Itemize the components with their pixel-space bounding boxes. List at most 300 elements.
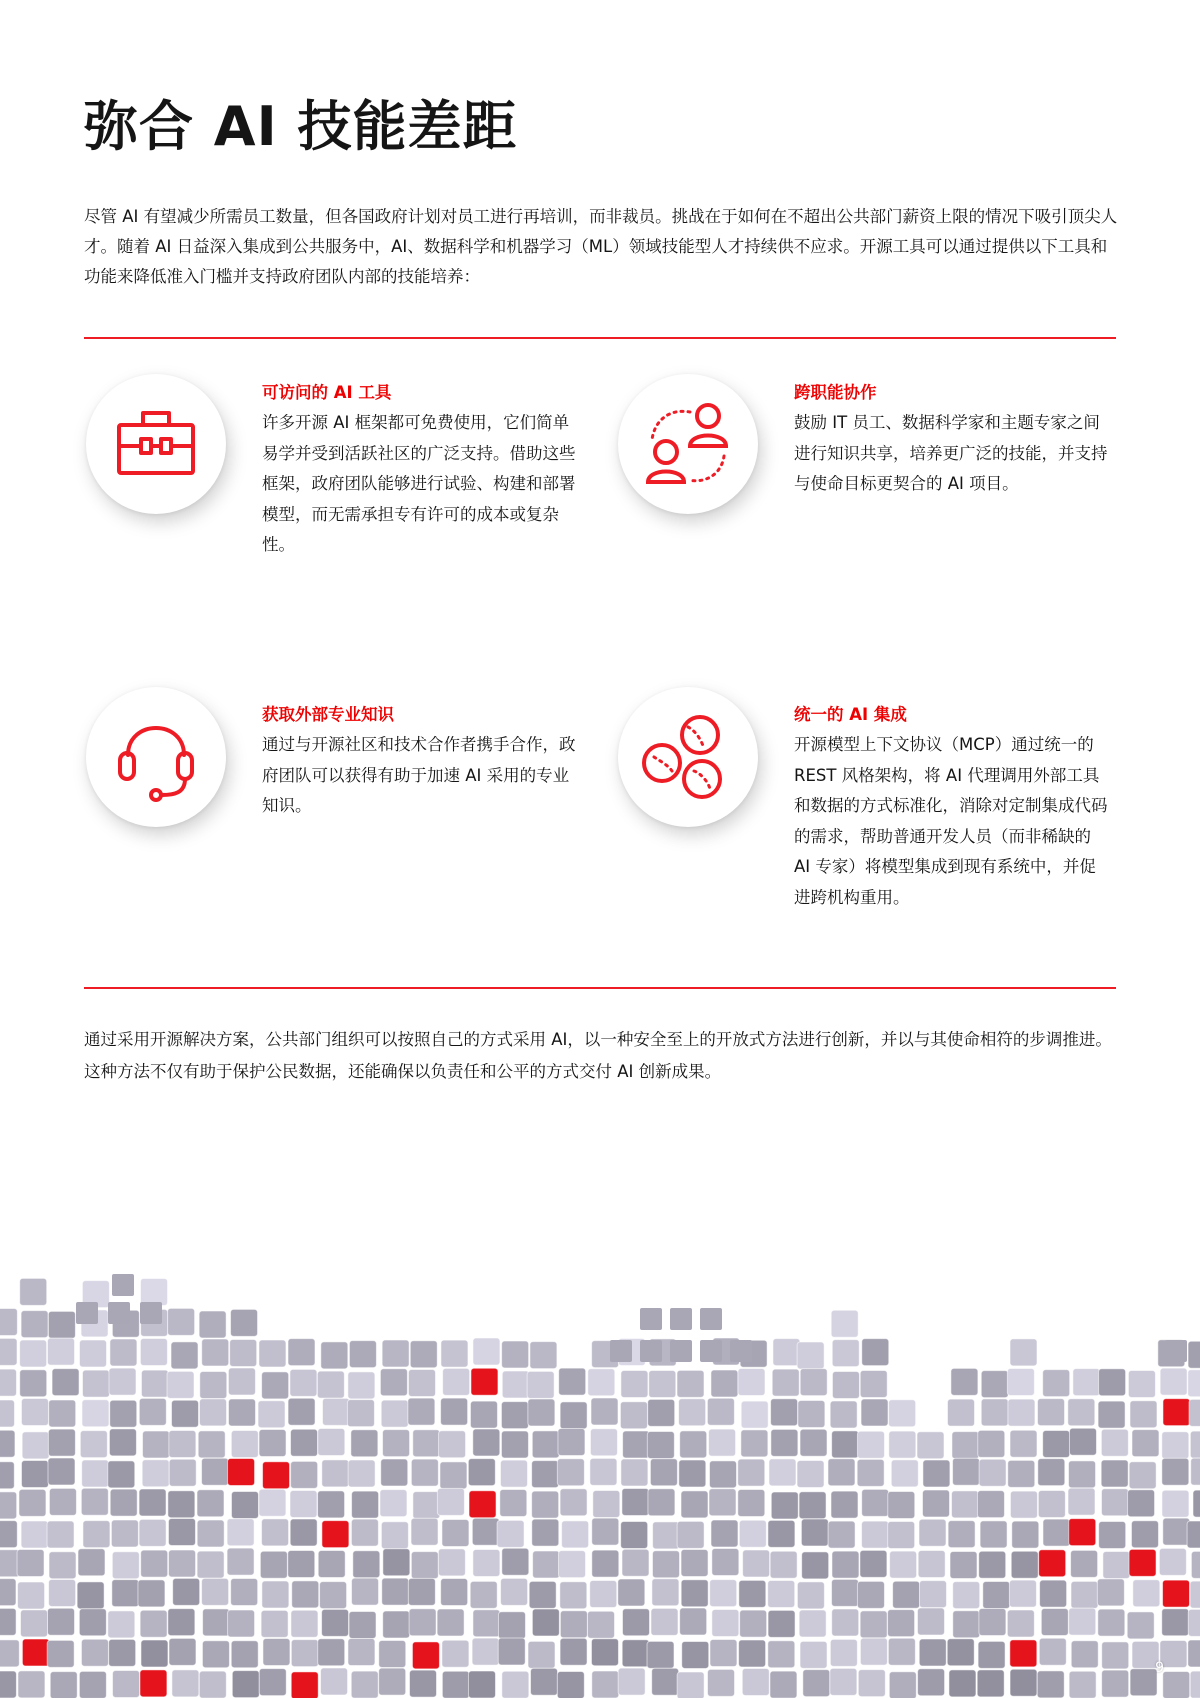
cube xyxy=(1068,1488,1095,1515)
cube xyxy=(648,1399,675,1426)
cube xyxy=(78,1549,105,1576)
cube xyxy=(620,1402,647,1429)
cube xyxy=(109,1639,136,1666)
cube xyxy=(48,1458,75,1485)
cube xyxy=(832,1579,859,1606)
cube xyxy=(740,1610,767,1637)
cube xyxy=(232,1671,259,1698)
cube xyxy=(441,1398,468,1425)
cube xyxy=(707,1398,734,1425)
cube xyxy=(349,1611,376,1638)
cube xyxy=(291,1640,318,1667)
cube xyxy=(1127,1612,1154,1639)
cube xyxy=(1043,1519,1070,1546)
cube xyxy=(143,1431,170,1458)
cube xyxy=(803,1670,830,1697)
cube xyxy=(168,1518,195,1545)
cube xyxy=(1039,1638,1066,1665)
cube xyxy=(441,1579,468,1606)
cube xyxy=(380,1490,407,1517)
cube xyxy=(860,1550,887,1577)
cube xyxy=(227,1519,254,1546)
cube xyxy=(140,1338,167,1365)
cube xyxy=(1007,1368,1034,1395)
cube xyxy=(531,1668,558,1695)
cube xyxy=(76,1302,98,1324)
cube xyxy=(1098,1401,1125,1428)
cube xyxy=(227,1548,254,1575)
cube xyxy=(1188,1341,1200,1368)
cube xyxy=(799,1610,826,1637)
cube xyxy=(1131,1521,1158,1548)
cube xyxy=(923,1460,950,1487)
cube xyxy=(560,1489,587,1516)
cube xyxy=(413,1430,440,1457)
cube xyxy=(443,1368,470,1395)
cube xyxy=(1190,1431,1200,1458)
cube xyxy=(532,1461,559,1488)
cube xyxy=(652,1579,679,1606)
cube xyxy=(17,1549,44,1576)
cube xyxy=(770,1551,797,1578)
cube xyxy=(497,1520,524,1547)
cube xyxy=(18,1671,45,1698)
cube xyxy=(412,1642,439,1669)
cube xyxy=(889,1431,916,1458)
cube xyxy=(622,1549,649,1576)
cube xyxy=(981,1399,1008,1426)
cube xyxy=(139,1519,166,1546)
cube xyxy=(981,1371,1008,1398)
cube xyxy=(1163,1671,1190,1698)
cube xyxy=(1101,1429,1128,1456)
cube xyxy=(0,1430,15,1457)
cube xyxy=(498,1612,525,1639)
cube xyxy=(409,1609,436,1636)
cube xyxy=(621,1459,648,1486)
cube xyxy=(20,1370,47,1397)
cube xyxy=(228,1610,255,1637)
cube xyxy=(917,1432,944,1459)
cube xyxy=(77,1582,104,1609)
cube xyxy=(947,1639,974,1666)
cube xyxy=(831,1491,858,1518)
cube xyxy=(952,1432,979,1459)
cube xyxy=(200,1399,227,1426)
cube xyxy=(21,1461,48,1488)
cube xyxy=(710,1580,737,1607)
cube xyxy=(670,1340,692,1362)
cube xyxy=(52,1369,79,1396)
cube xyxy=(348,1372,375,1399)
cube xyxy=(168,1308,195,1335)
cube xyxy=(1162,1432,1189,1459)
cube xyxy=(1162,1458,1189,1485)
cube xyxy=(768,1610,795,1637)
cube xyxy=(1010,1339,1037,1366)
cube xyxy=(771,1399,798,1426)
cube xyxy=(140,1670,167,1697)
cube xyxy=(860,1611,887,1638)
cube xyxy=(469,1491,496,1518)
cube xyxy=(700,1340,722,1362)
cube xyxy=(593,1490,620,1517)
card-body: 开源模型上下文协议（MCP）通过统一的 REST 风格架构，将 AI 代理调用外部工具和数据的方式标准化，消除对定制集成代码的需求，帮助普通开发人员（而非稀缺的 AI 专家）将模型集成到现有系统中，并促进跨机构重用。 xyxy=(794,735,1108,907)
cube xyxy=(622,1488,649,1515)
cube xyxy=(49,1488,76,1515)
cube xyxy=(1163,1580,1190,1607)
cube xyxy=(1010,1640,1037,1667)
cube xyxy=(380,1369,407,1396)
cube xyxy=(1043,1370,1070,1397)
cube xyxy=(169,1638,196,1665)
cube xyxy=(1008,1460,1035,1487)
cube xyxy=(471,1368,498,1395)
cube xyxy=(888,1491,915,1518)
cube xyxy=(81,1639,108,1666)
cube xyxy=(769,1459,796,1486)
cube xyxy=(47,1521,74,1548)
cube xyxy=(351,1519,378,1546)
cube xyxy=(1102,1489,1129,1516)
cube xyxy=(111,1520,138,1547)
cube xyxy=(80,1431,107,1458)
cube xyxy=(262,1372,289,1399)
cube xyxy=(952,1491,979,1518)
cube xyxy=(1010,1491,1037,1518)
cube xyxy=(49,1400,76,1427)
cube xyxy=(112,1580,139,1607)
cube xyxy=(228,1399,255,1426)
cube xyxy=(1191,1551,1200,1578)
cube xyxy=(321,1668,348,1695)
cube xyxy=(473,1429,500,1456)
cube xyxy=(653,1522,680,1549)
cube xyxy=(742,1668,769,1695)
cube xyxy=(351,1671,378,1698)
cube xyxy=(649,1371,676,1398)
cube xyxy=(1071,1581,1098,1608)
cube xyxy=(0,1400,14,1427)
cube xyxy=(1012,1521,1039,1548)
cube xyxy=(442,1520,469,1547)
cube xyxy=(473,1338,500,1365)
cube xyxy=(263,1462,290,1489)
cube xyxy=(20,1278,47,1305)
cube xyxy=(21,1610,48,1637)
cube xyxy=(648,1489,675,1516)
cube xyxy=(1189,1399,1200,1426)
cube xyxy=(440,1462,467,1489)
cube xyxy=(1010,1430,1037,1457)
cube xyxy=(558,1428,585,1455)
cube xyxy=(437,1609,464,1636)
cube xyxy=(259,1669,286,1696)
cube xyxy=(741,1430,768,1457)
cube xyxy=(918,1551,945,1578)
card-title: 获取外部专业知识 xyxy=(262,705,394,724)
cube xyxy=(711,1520,738,1547)
cube xyxy=(0,1462,14,1489)
cube xyxy=(888,1610,915,1637)
cube xyxy=(532,1491,559,1518)
cube xyxy=(1069,1608,1096,1635)
cube xyxy=(48,1311,75,1338)
cube xyxy=(410,1341,437,1368)
cube xyxy=(1162,1609,1189,1636)
cube xyxy=(439,1431,466,1458)
cube xyxy=(647,1641,674,1668)
cube xyxy=(0,1671,16,1698)
cube xyxy=(49,1579,76,1606)
cube xyxy=(828,1459,855,1486)
cube xyxy=(797,1342,824,1369)
cube xyxy=(771,1492,798,1519)
cube xyxy=(647,1432,674,1459)
cube xyxy=(712,1549,739,1576)
cube xyxy=(533,1551,560,1578)
cube xyxy=(1129,1549,1156,1576)
cube xyxy=(679,1399,706,1426)
cube xyxy=(322,1609,349,1636)
cube xyxy=(1011,1551,1038,1578)
cube xyxy=(1128,1370,1155,1397)
cube xyxy=(622,1640,649,1667)
cube xyxy=(1069,1428,1096,1455)
cube xyxy=(228,1459,255,1486)
cube xyxy=(501,1431,528,1458)
cube xyxy=(677,1672,704,1698)
cube xyxy=(290,1519,317,1546)
cube xyxy=(437,1488,464,1515)
cube xyxy=(1188,1640,1200,1667)
cube xyxy=(712,1609,739,1636)
cube xyxy=(891,1460,918,1487)
cube xyxy=(1040,1580,1067,1607)
cube xyxy=(262,1519,289,1546)
cube xyxy=(228,1368,255,1395)
cube xyxy=(1163,1518,1190,1545)
cube xyxy=(771,1429,798,1456)
cube xyxy=(349,1341,376,1368)
cube xyxy=(353,1551,380,1578)
cube xyxy=(501,1402,528,1429)
cube xyxy=(141,1640,168,1667)
cube xyxy=(1041,1608,1068,1635)
cube xyxy=(532,1431,559,1458)
cube xyxy=(141,1370,168,1397)
cube xyxy=(949,1670,976,1697)
cube xyxy=(1099,1369,1126,1396)
cube xyxy=(381,1522,408,1549)
cube xyxy=(1010,1669,1037,1696)
cube xyxy=(709,1489,736,1516)
cube xyxy=(230,1340,257,1367)
cube xyxy=(709,1429,736,1456)
cube xyxy=(977,1670,1004,1697)
cube xyxy=(411,1552,438,1579)
cube xyxy=(741,1401,768,1428)
cube xyxy=(112,1552,139,1579)
cube xyxy=(498,1638,525,1665)
cube xyxy=(830,1639,857,1666)
cube xyxy=(108,1611,135,1638)
card-body: 鼓励 IT 员工、数据科学家和主题专家之间进行知识共享，培养更广泛的技能，并支持与使命目标更契合的 AI 项目。 xyxy=(794,413,1108,493)
cube xyxy=(980,1521,1007,1548)
headset-icon xyxy=(86,687,226,827)
cube xyxy=(739,1580,766,1607)
card-title: 跨职能协作 xyxy=(794,383,877,402)
cube xyxy=(1163,1399,1190,1426)
cube xyxy=(1130,1401,1157,1428)
cube xyxy=(383,1611,410,1638)
cube xyxy=(1191,1458,1200,1485)
cube xyxy=(110,1400,137,1427)
cube xyxy=(618,1668,645,1695)
cube xyxy=(592,1518,619,1545)
cube xyxy=(258,1401,285,1428)
cube xyxy=(560,1638,587,1665)
cube xyxy=(918,1669,945,1696)
cube xyxy=(559,1368,586,1395)
cube xyxy=(832,1340,859,1367)
cube xyxy=(322,1460,349,1487)
cube xyxy=(953,1458,980,1485)
cube xyxy=(502,1671,529,1698)
cube xyxy=(169,1550,196,1577)
cube xyxy=(738,1459,765,1486)
cube xyxy=(622,1609,649,1636)
closing-paragraph: 通过采用开源解决方案，公共部门组织可以按照自己的方式采用 AI，以一种安全至上的开放式方法进行创新，并以与其使命相符的步调推进。这种方法不仅有助于保护公民数据，还能确保以负责任和公平的方式交付 AI 创新成果。 xyxy=(84,1030,1112,1081)
cube xyxy=(473,1549,500,1576)
cube xyxy=(621,1370,648,1397)
cube xyxy=(501,1578,528,1605)
cube xyxy=(261,1610,288,1637)
cube xyxy=(560,1582,587,1609)
cube xyxy=(292,1581,319,1608)
cube xyxy=(768,1581,795,1608)
cube xyxy=(1101,1460,1128,1487)
cube xyxy=(652,1668,679,1695)
cube xyxy=(82,1370,109,1397)
cube xyxy=(81,1488,108,1515)
cube xyxy=(472,1518,499,1545)
cube xyxy=(82,1400,109,1427)
cube xyxy=(79,1340,106,1367)
cube xyxy=(1009,1580,1036,1607)
cube xyxy=(347,1400,374,1427)
cube xyxy=(442,1640,469,1667)
cube xyxy=(172,1400,199,1427)
cube xyxy=(263,1638,290,1665)
cube xyxy=(560,1402,587,1429)
cube xyxy=(797,1582,824,1609)
cube xyxy=(1038,1399,1065,1426)
cube xyxy=(590,1458,617,1485)
cube xyxy=(318,1428,345,1455)
cube xyxy=(640,1308,662,1330)
cube xyxy=(139,1489,166,1516)
cube xyxy=(527,1371,554,1398)
cube xyxy=(857,1459,884,1486)
cube xyxy=(173,1578,200,1605)
cube xyxy=(47,1640,74,1667)
cube xyxy=(860,1370,887,1397)
cube xyxy=(681,1491,708,1518)
cube xyxy=(172,1670,199,1697)
cube xyxy=(1098,1609,1125,1636)
cube xyxy=(197,1551,224,1578)
cube xyxy=(1038,1490,1065,1517)
cube xyxy=(860,1638,887,1665)
cube xyxy=(1188,1370,1200,1397)
cube xyxy=(197,1490,224,1517)
cube xyxy=(858,1670,885,1697)
cube xyxy=(677,1521,704,1548)
cube xyxy=(141,1279,168,1306)
cube xyxy=(20,1340,47,1367)
cube xyxy=(318,1550,345,1577)
cube xyxy=(1039,1550,1066,1577)
cube xyxy=(1068,1399,1095,1426)
cube xyxy=(532,1519,559,1546)
cube xyxy=(799,1492,826,1519)
cube xyxy=(828,1521,855,1548)
intro-paragraph: 尽管 AI 有望减少所需员工数量，但各国政府计划对员工进行再培训，而非裁员。挑战在于如何在不超出公共部门薪资上限的情况下吸引顶尖人才。随着 AI 日益深入集成到公共服务中，AI、数据科学和机器学习（ML）领域技能型人才持续供不应求。开源工具可以通过提供以下工具和功能来降低准入门槛并支持政府团队内部的技能培养： xyxy=(84,207,1118,286)
cube xyxy=(557,1459,584,1486)
cube xyxy=(1128,1490,1155,1517)
cube xyxy=(18,1582,45,1609)
cube xyxy=(709,1461,736,1488)
cube xyxy=(108,1461,135,1488)
card-unified-ai-integration xyxy=(794,700,1112,913)
cube xyxy=(382,1340,409,1367)
cube xyxy=(318,1491,345,1518)
cube xyxy=(48,1429,75,1456)
card-body: 许多开源 AI 框架都可免费使用，它们简单易学并受到活跃社区的广泛支持。借助这些框架，政府团队能够进行试验、构建和部署模型，而无需承担专有许可的成本或复杂性。 xyxy=(262,413,576,554)
cube xyxy=(983,1581,1010,1608)
cube xyxy=(1071,1550,1098,1577)
cube xyxy=(259,1430,286,1457)
cube xyxy=(321,1342,348,1369)
cube xyxy=(472,1638,499,1665)
cube xyxy=(591,1639,618,1666)
cube xyxy=(801,1519,828,1546)
cube xyxy=(323,1398,350,1425)
cube xyxy=(977,1491,1004,1518)
cube xyxy=(591,1398,618,1425)
cube xyxy=(383,1549,410,1576)
cube xyxy=(1097,1579,1124,1606)
cube xyxy=(1160,1368,1187,1395)
cube xyxy=(1165,1340,1187,1362)
cube xyxy=(202,1578,229,1605)
cube xyxy=(1190,1581,1200,1608)
cube xyxy=(138,1580,165,1607)
cube xyxy=(142,1460,169,1487)
top-divider xyxy=(84,337,1116,339)
cube xyxy=(171,1342,198,1369)
cube xyxy=(772,1369,799,1396)
cube xyxy=(0,1608,16,1635)
cube xyxy=(948,1399,975,1426)
cube xyxy=(773,1339,800,1366)
cube xyxy=(802,1552,829,1579)
cube xyxy=(411,1518,438,1545)
cube xyxy=(231,1641,258,1668)
cube xyxy=(700,1308,722,1330)
cube xyxy=(0,1308,17,1335)
